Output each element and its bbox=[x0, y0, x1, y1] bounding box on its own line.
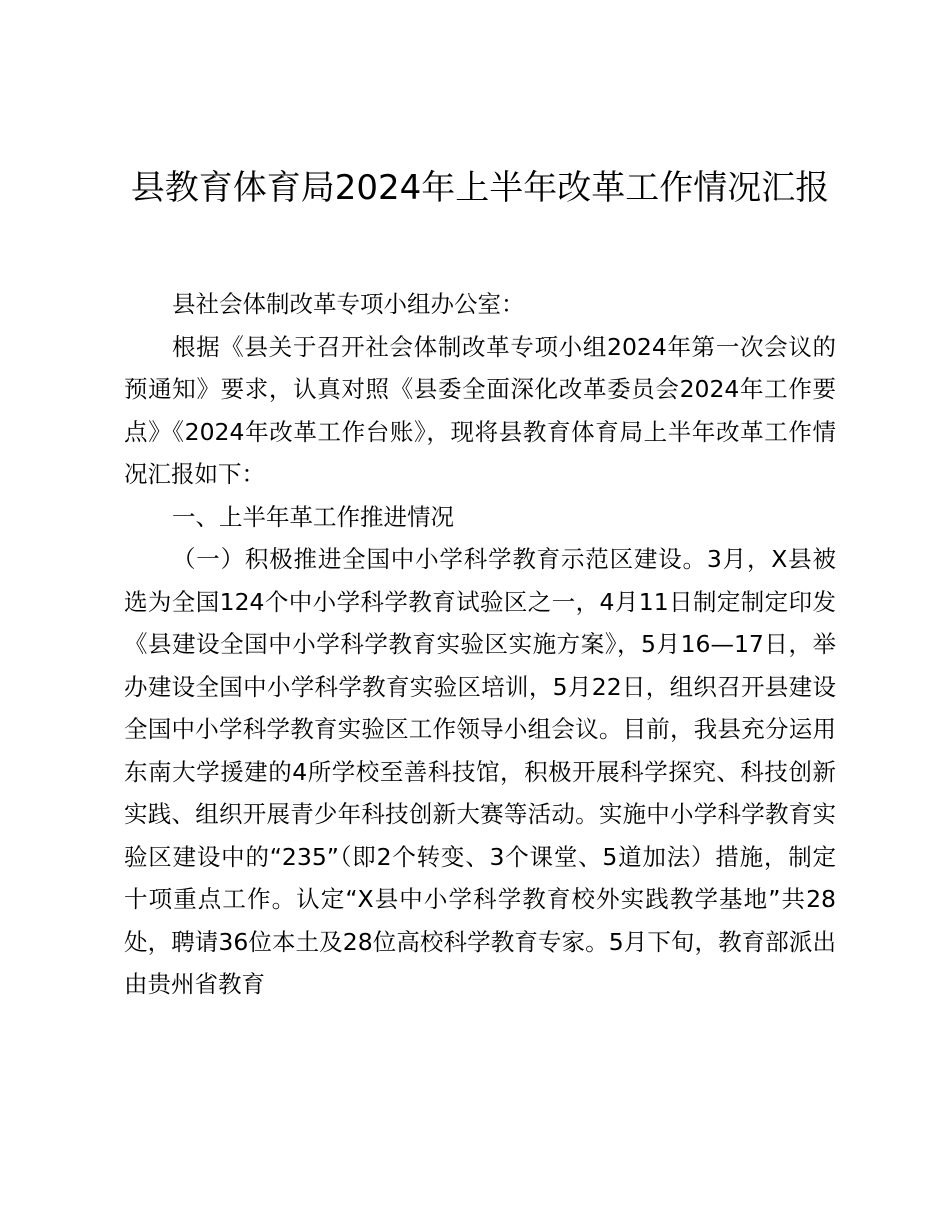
salutation-line: 县社会体制改革专项小组办公室： bbox=[172, 290, 525, 318]
section-heading: 一、上半年革工作推进情况 bbox=[172, 502, 454, 531]
body-paragraph: （一）积极推进全国中小学科学教育示范区建设。3月，X县被选为全国124个中小学科学教育试验区之一，4月11日制定制定印发《县建设全国中小学科学教育实验区实施方案》，5月16—17日，举办建设全国中小学科学教育实验区培训，5月22日，组织召开县建设全国中小学科学教育实验区工作领导小组会议。目前，我县充分运用东南大学援建的4所学校至善科技馆，积极开展科学探究、科技创新实践、组织开展青少年科技创新大赛等活动。实施中小学科学教育实验区建设中的“235”（即2个转变、3个课堂、5道加法）措施，制定十项重点工作。认定“X县中小学科学教育校外实践教学基地”共28处，聘请36位本土及28位高校科学教育专家。5月下旬，教育部派出由贵州省教育 bbox=[124, 545, 836, 998]
intro-paragraph: 根据《县关于召开社会体制改革专项小组2024年第一次会议的预通知》要求，认真对照《县委全面深化改革委员会2024年工作要点》《2024年改革工作台账》，现将县教育体育局上半年改革工作情况汇报如下： bbox=[124, 332, 836, 488]
document-title: 县教育体育局2024年上半年改革工作情况汇报 bbox=[130, 168, 830, 208]
document-body bbox=[124, 283, 836, 1006]
